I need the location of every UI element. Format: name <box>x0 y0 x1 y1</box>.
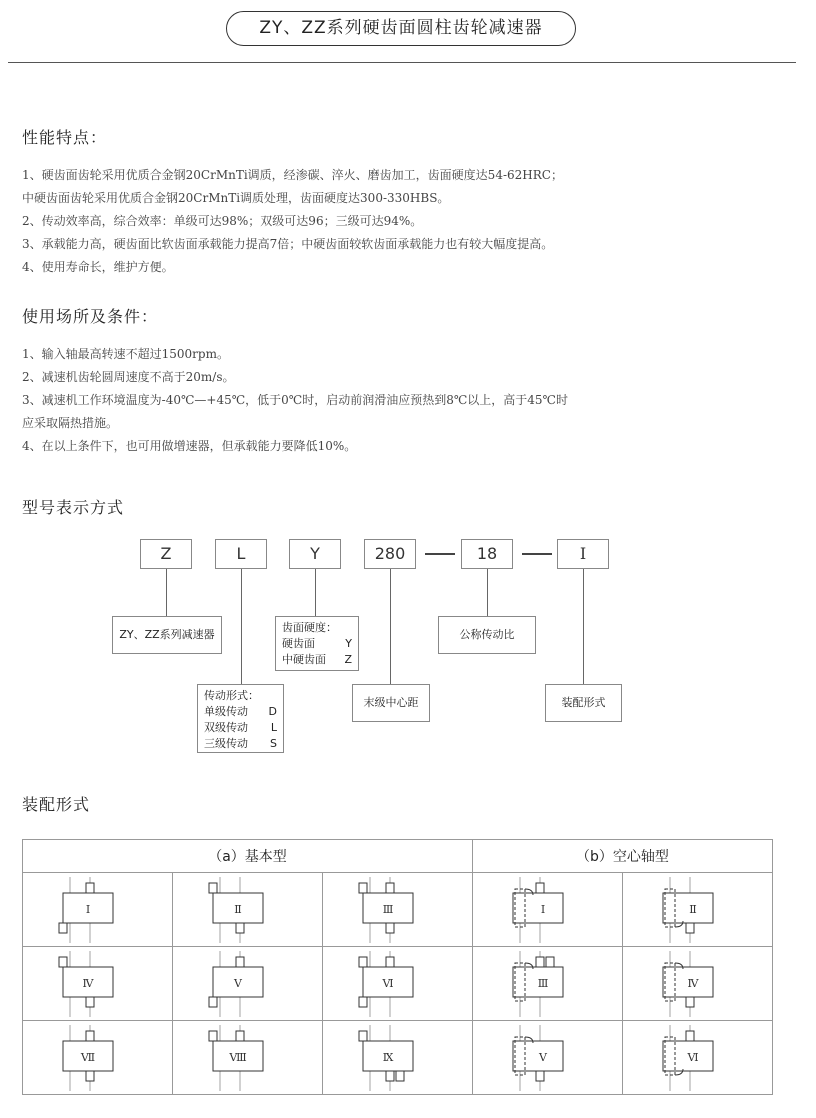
assembly-cell <box>623 947 773 1021</box>
connector-line <box>315 569 316 616</box>
transmission-legend-title: 传动形式： <box>204 689 259 702</box>
assembly-heading: 装配形式 <box>22 795 91 814</box>
hardness-option-code: Z <box>344 653 352 666</box>
form-numeral: Ⅲ <box>537 976 548 990</box>
hollow-gearbox-diagram <box>648 877 748 943</box>
connector-line <box>166 569 167 616</box>
gearbox-diagram <box>198 877 298 943</box>
conditions-heading: 使用场所及条件： <box>22 307 159 326</box>
transmission-option-label: 单级传动 <box>204 705 248 718</box>
form-numeral: Ⅵ <box>686 1050 699 1064</box>
hardness-legend-box <box>275 616 359 671</box>
code-box-center-distance: 280 <box>364 539 416 569</box>
conditions-line: 4、在以上条件下，也可用做增速器，但承载能力要降低10%。 <box>22 439 357 453</box>
assembly-cell <box>623 1021 773 1095</box>
transmission-option-code: L <box>270 721 277 734</box>
assembly-cell <box>173 873 323 947</box>
hollow-gearbox-diagram <box>498 951 598 1017</box>
code-box-ratio: 18 <box>461 539 513 569</box>
assembly-cell <box>23 947 173 1021</box>
assembly-cell <box>323 873 473 947</box>
transmission-option-code: S <box>270 737 277 750</box>
hollow-gearbox-diagram <box>648 1025 748 1091</box>
hollow-type-header: （b）空心轴型 <box>473 840 773 873</box>
code-box-series: Z <box>140 539 192 569</box>
transmission-option-label: 双级传动 <box>204 721 248 734</box>
assembly-cell <box>623 873 773 947</box>
hardness-option-label: 硬齿面 <box>282 637 315 650</box>
connector-line <box>583 569 584 684</box>
title-divider <box>8 62 796 63</box>
form-numeral: Ⅱ <box>233 902 242 916</box>
series-label-box: ZY、ZZ系列减速器 <box>112 616 222 654</box>
conditions-line: 应采取隔热措施。 <box>22 416 119 430</box>
conditions-line: 1、输入轴最高转速不超过1500rpm。 <box>22 347 229 361</box>
center-distance-label-box: 末级中心距 <box>352 684 430 722</box>
hardness-option-label: 中硬齿面 <box>282 653 326 666</box>
gearbox-diagram <box>348 877 448 943</box>
conditions-line: 2、减速机齿轮圆周速度不高于20m/s。 <box>22 370 235 384</box>
form-numeral: Ⅲ <box>382 902 393 916</box>
hardness-option-code: Y <box>345 637 352 650</box>
assembly-cell <box>473 947 623 1021</box>
gearbox-diagram <box>348 951 448 1017</box>
form-numeral: Ⅵ <box>381 976 394 990</box>
assembly-cell <box>23 873 173 947</box>
form-numeral: Ⅰ <box>85 902 90 916</box>
features-line: 3、承载能力高，硬齿面比软齿面承载能力提高7倍；中硬齿面较软齿面承载能力也有较大幅度提高。 <box>22 237 554 251</box>
connector-line <box>487 569 488 616</box>
conditions-line: 3、减速机工作环境温度为-40℃—+45℃，低于0℃时，启动前润滑油应预热到8℃以上，高于45℃时 <box>22 393 568 407</box>
hollow-gearbox-diagram <box>648 951 748 1017</box>
assembly-cell <box>173 947 323 1021</box>
assembly-cell <box>473 1021 623 1095</box>
form-numeral: Ⅳ <box>687 976 698 990</box>
assembly-label-box: 装配形式 <box>545 684 622 722</box>
hollow-gearbox-diagram <box>498 877 598 943</box>
model-heading: 型号表示方式 <box>22 498 125 517</box>
connector-line <box>390 569 391 684</box>
form-numeral: Ⅷ <box>228 1050 247 1064</box>
features-line: 1、硬齿面齿轮采用优质合金钢20CrMnTi调质，经渗碳、淬火、磨齿加工，齿面硬度达54-62HRC； <box>22 168 563 182</box>
assembly-cell <box>323 1021 473 1095</box>
code-dash <box>522 553 552 555</box>
form-numeral: Ⅴ <box>538 1050 547 1064</box>
code-dash <box>425 553 455 555</box>
assembly-table <box>22 839 773 1095</box>
transmission-legend-box <box>197 684 284 753</box>
gearbox-diagram <box>48 877 148 943</box>
gearbox-diagram <box>198 951 298 1017</box>
form-numeral: Ⅶ <box>80 1050 95 1064</box>
features-line: 2、传动效率高，综合效率：单级可达98%；双级可达96；三级可达94%。 <box>22 214 423 228</box>
transmission-option-label: 三级传动 <box>204 737 248 750</box>
gearbox-diagram <box>48 951 148 1017</box>
connector-line <box>241 569 242 684</box>
gearbox-diagram <box>198 1025 298 1091</box>
features-heading: 性能特点： <box>22 128 108 147</box>
assembly-cell <box>473 873 623 947</box>
transmission-option-code: D <box>268 705 277 718</box>
form-numeral: Ⅰ <box>540 902 545 916</box>
hollow-gearbox-diagram <box>498 1025 598 1091</box>
code-box-assembly: Ⅰ <box>557 539 609 569</box>
ratio-label-box: 公称传动比 <box>438 616 536 654</box>
gearbox-diagram <box>348 1025 448 1091</box>
assembly-cell <box>23 1021 173 1095</box>
form-numeral: Ⅴ <box>233 976 242 990</box>
form-numeral: Ⅳ <box>82 976 93 990</box>
basic-type-header: （a）基本型 <box>23 840 473 873</box>
assembly-cell <box>173 1021 323 1095</box>
page-title: ZY、ZZ系列硬齿面圆柱齿轮减速器 <box>226 11 576 46</box>
hardness-legend-title: 齿面硬度： <box>282 621 337 634</box>
code-box-hardness: Y <box>289 539 341 569</box>
features-line: 中硬齿面齿轮采用优质合金钢20CrMnTi调质处理，齿面硬度达300-330HBS。 <box>22 191 450 205</box>
features-line: 4、使用寿命长，维护方便。 <box>22 260 174 274</box>
code-box-transmission: L <box>215 539 267 569</box>
form-numeral: Ⅸ <box>382 1050 393 1064</box>
form-numeral: Ⅱ <box>688 902 697 916</box>
gearbox-diagram <box>48 1025 148 1091</box>
assembly-cell <box>323 947 473 1021</box>
